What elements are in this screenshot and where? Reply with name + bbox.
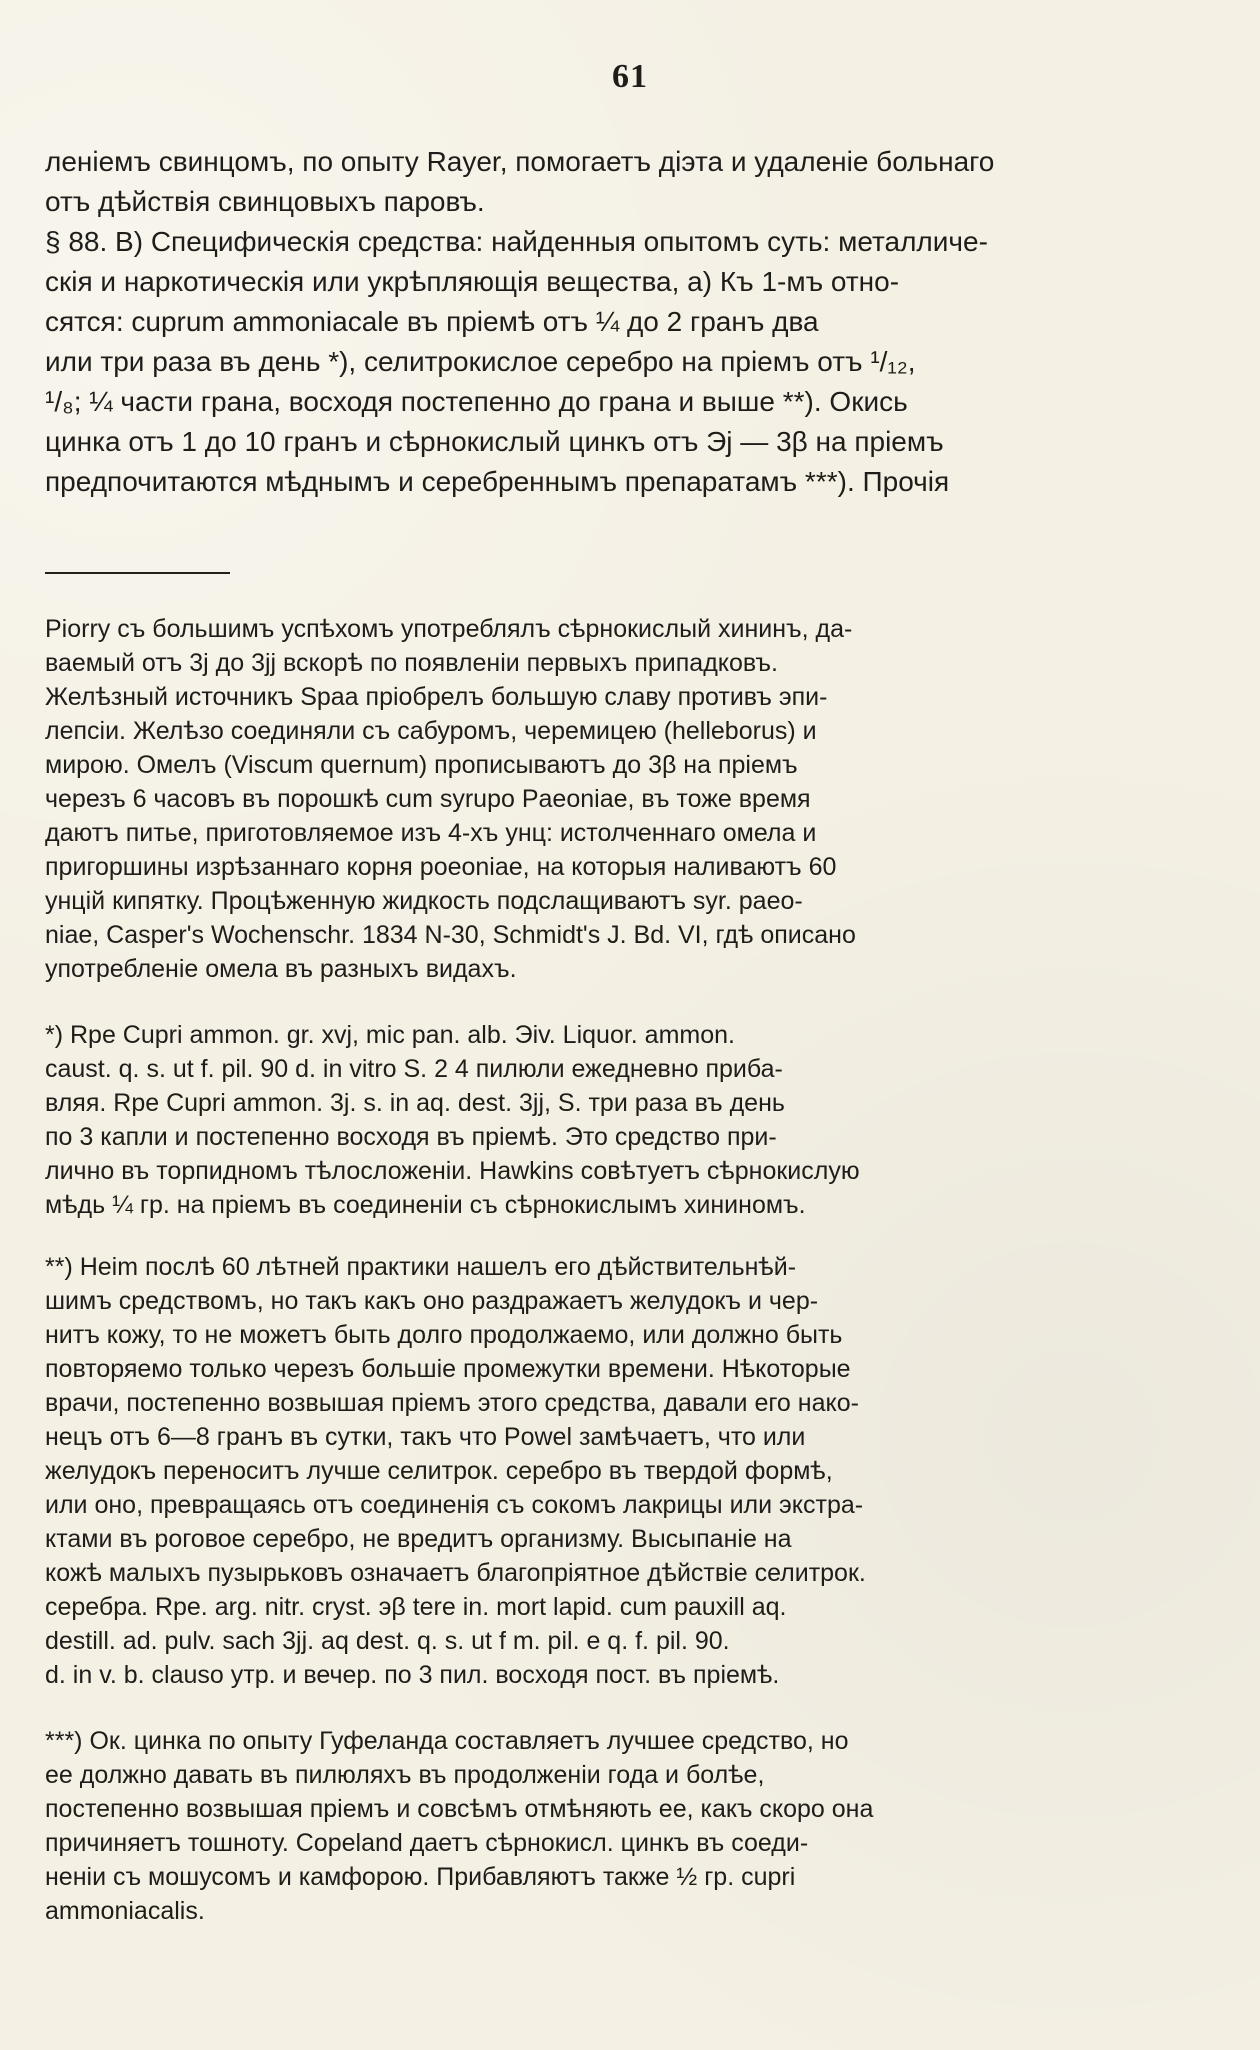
footnote-paragraph-4: ***) Ок. цинка по опыту Гуфеланда составляетъ лучшее средство, но ее должно давать въ пилюляхъ въ продолженіи года и болѣе, постепенно возвышая пріемъ и совсѣмъ отмѣняють ее, какъ скоро она причиняетъ тошноту. Copeland даетъ сѣрнокисл. цинкъ въ соеди- неніи съ мошусомъ и камфорою. Прибавляютъ также ½ гр. cupri ammoniacalis. [45, 1727, 874, 1925]
footnote-paragraph-3: **) Heim послѣ 60 лѣтней практики нашелъ его дѣйствительнѣй- шимъ средствомъ, но такъ какъ оно раздражаетъ желудокъ и чер- нитъ кожу, то не можетъ быть долго продолжаемо, или должно быть повторяемо только черезъ большіе промежутки времени. Нѣкоторые врачи, постепенно возвышая пріемъ этого средства, давали его нако- нецъ отъ 6—8 гранъ въ сутки, такъ что Powel замѣчаетъ, что или желудокъ переноситъ лучше селитрок. серебро въ твердой формѣ, или оно, превращаясь отъ соединенія съ сокомъ лакрицы или экстра- ктами въ роговое серебро, не вредитъ организму. Высыпаніе на кожѣ малыхъ пузырьковъ означаетъ благопріятное дѣйствіе селитрок. серебра. Rpe. arg. nitr. cryst. эβ tere in. mort lapid. cum pauxill aq. destill. ad. pulv. sach 3jj. aq dest. q. s. ut f m. pil. e q. f. pil. 90. d. in v. b. clauso утр. и вечер. по 3 пил. восходя пост. въ пріемѣ. [45, 1253, 866, 1689]
footnote-block-1 [45, 612, 1195, 986]
main-paragraph: леніемъ свинцомъ, по опыту Rayer, помогаетъ діэта и удаленіе больнаго отъ дѣйствія свинцовыхъ паровъ. § 88. B) Специфическія средства: найденныя опытомъ суть: металличе- скія и наркотическія или укрѣпляющія вещества, а) Къ 1-мъ отно- сятся: cuprum ammoniacale въ пріемѣ отъ ¼ до 2 гранъ два или три раза въ день *), селитрокислое серебро на пріемъ отъ ¹/₁₂, ¹/₈; ¼ части грана, восходя постепенно до грана и выше **). Окись цинка отъ 1 до 10 гранъ и сѣрнокислый цинкъ отъ Эj — 3β на пріемъ предпочитаются мѣднымъ и серебреннымъ препаратамъ ***). Прочія [45, 146, 995, 497]
footnote-block-4 [45, 1724, 1195, 1928]
footnote-block-2 [45, 1018, 1195, 1222]
footnote-separator [45, 572, 230, 574]
main-text-block [45, 142, 1195, 502]
footnote-block-3 [45, 1250, 1195, 1692]
page-number: 61 [612, 58, 648, 95]
footnote-paragraph-2: *) Rpe Cupri ammon. gr. xvj, mic pan. alb. Эiv. Liquor. ammon. caust. q. s. ut f. pil. 90 d. in vitro S. 2 4 пилюли ежедневно приба- вляя. Rpe Cupri ammon. 3j. s. in aq. dest. 3jj, S. три раза въ день по 3 капли и постепенно восходя въ пріемѣ. Это средство при- лично въ торпидномъ тѣлосложеніи. Hawkins совѣтуетъ сѣрнокислую мѣдь ¼ гр. на пріемъ въ соединеніи съ сѣрнокислымъ хининомъ. [45, 1021, 860, 1219]
footnote-paragraph-1: Piorry съ большимъ успѣхомъ употреблялъ сѣрнокислый хининъ, да- ваемый отъ 3j до 3jj вскорѣ по появленіи первыхъ припадковъ. Желѣзный источникъ Spaa пріобрелъ большую славу противъ эпи- лепсіи. Желѣзо соединяли съ сабуромъ, черемицею (helleborus) и мирою. Омелъ (Viscum quernum) прописываютъ до 3β на пріемъ черезъ 6 часовъ въ порошкѣ cum syrupo Paeoniae, въ тоже время даютъ питье, приготовляемое изъ 4-хъ унц: истолченнаго омела и пригоршины изрѣзаннаго корня poeoniae, на которыя наливаютъ 60 унцій кипятку. Процѣженную жидкость подслащиваютъ syr. paeo- niae, Casper's Wochenschr. 1834 N-30, Schmidt's J. Bd. VI, гдѣ описано употребленіе омела въ разныхъ видахъ. [45, 615, 856, 983]
